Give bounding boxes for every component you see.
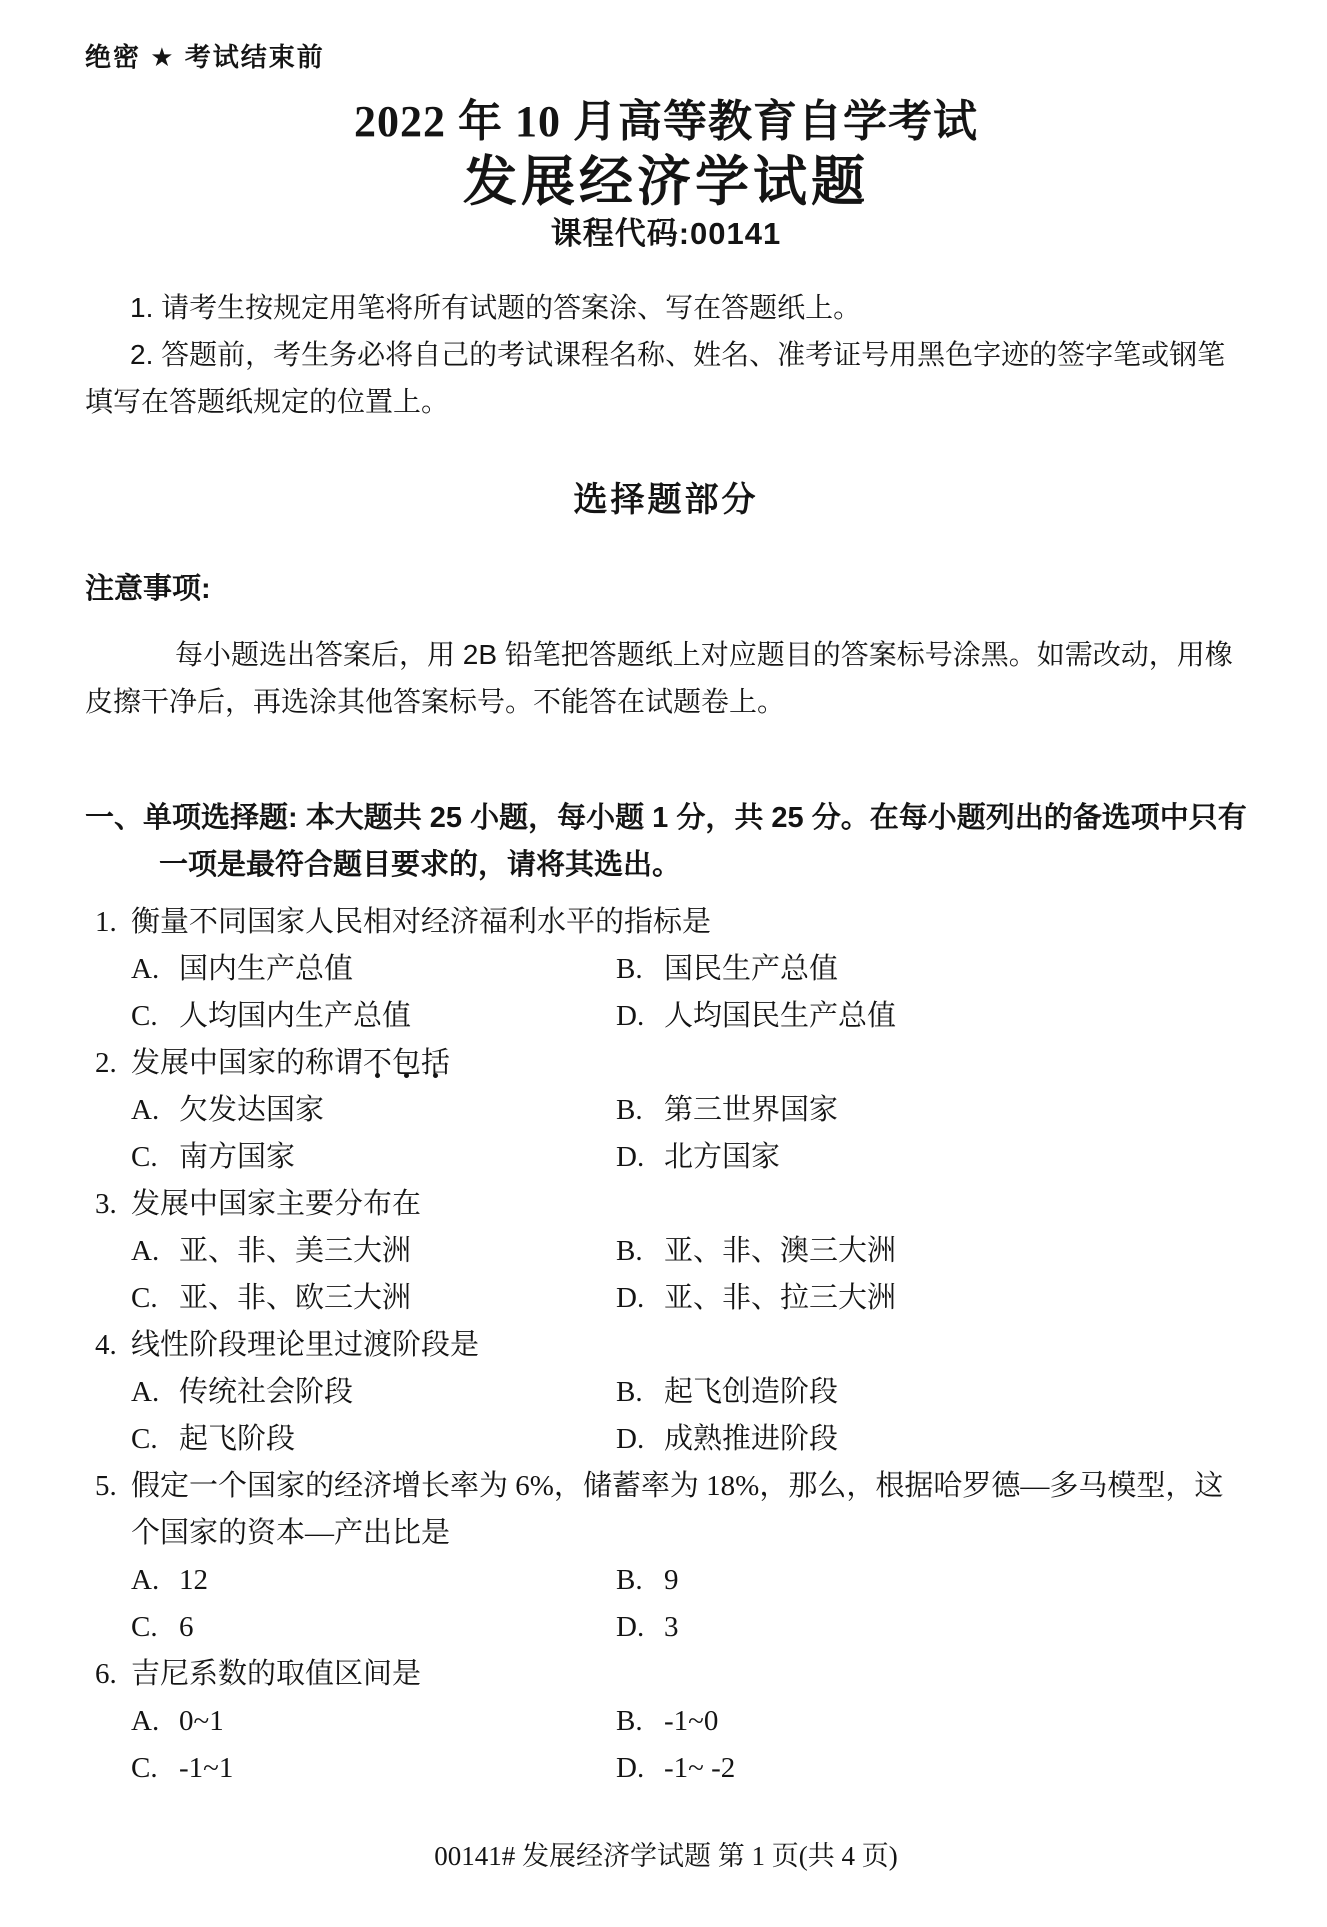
option-grid bbox=[131, 1698, 1247, 1792]
question-number: 6. bbox=[95, 1658, 117, 1690]
page-footer: 00141# 发展经济学试题 第 1 页(共 4 页) bbox=[434, 1841, 898, 1871]
question-text: 吉尼系数的取值区间是 bbox=[131, 1658, 422, 1690]
question-text: 发展中国家的称谓不包括 bbox=[131, 1047, 451, 1079]
question-text: 衡量不同国家人民相对经济福利水平的指标是 bbox=[131, 906, 712, 938]
classification-banner: 绝密 ★ 考试结束前 bbox=[85, 42, 325, 72]
option-c: C. 南方国家 bbox=[131, 1141, 296, 1173]
question-stem bbox=[85, 1651, 1247, 1698]
instruction-item-2: 2. 答题前，考生务必将自己的考试课程名称、姓名、准考证号用黑色字迹的签字笔或钢笔填写在答题纸规定的位置上。 bbox=[85, 339, 1226, 417]
option-c: C. -1~1 bbox=[131, 1752, 234, 1784]
question-number: 5. bbox=[95, 1470, 117, 1502]
option-b: B. 国民生产总值 bbox=[616, 953, 839, 985]
question-stem bbox=[85, 1463, 1247, 1557]
option-a: A. 传统社会阶段 bbox=[131, 1376, 354, 1408]
question-text: 假定一个国家的经济增长率为 6%，储蓄率为 18%，那么，根据哈罗德—多马模型，这个国家的资本—产出比是 bbox=[131, 1470, 1224, 1549]
option-c: C. 人均国内生产总值 bbox=[131, 1000, 412, 1032]
notes-body: 每小题选出答案后，用 2B 铅笔把答题纸上对应题目的答案标号涂黑。如需改动，用橡皮擦干净后，再选涂其他答案标号。不能答在试题卷上。 bbox=[85, 639, 1233, 717]
question-stem bbox=[85, 1181, 1247, 1228]
option-b: B. 亚、非、澳三大洲 bbox=[616, 1235, 897, 1267]
paper-title: 发展经济学试题 bbox=[463, 152, 869, 212]
option-d: D. 人均国民生产总值 bbox=[616, 1000, 897, 1032]
option-grid bbox=[131, 1228, 1247, 1322]
question-text: 线性阶段理论里过渡阶段是 bbox=[131, 1329, 480, 1361]
question-4 bbox=[85, 1322, 1247, 1463]
option-b: B. 第三世界国家 bbox=[616, 1094, 839, 1126]
option-b: B. -1~0 bbox=[616, 1705, 719, 1737]
option-c: C. 亚、非、欧三大洲 bbox=[131, 1282, 412, 1314]
option-a: A. 欠发达国家 bbox=[131, 1094, 325, 1126]
option-d: D. 3 bbox=[616, 1611, 679, 1643]
option-c: C. 起飞阶段 bbox=[131, 1423, 296, 1455]
question-5 bbox=[85, 1463, 1247, 1651]
option-a: A. 0~1 bbox=[131, 1705, 224, 1737]
option-b: B. 起飞创造阶段 bbox=[616, 1376, 839, 1408]
part-one-header: 一、单项选择题: 本大题共 25 小题，每小题 1 分，共 25 分。在每小题列出的备选项中只有一项是最符合题目要求的，请将其选出。 bbox=[85, 802, 1247, 881]
option-grid bbox=[131, 1087, 1247, 1181]
section-title: 选择题部分 bbox=[573, 481, 759, 519]
notes-label: 注意事项: bbox=[85, 573, 211, 605]
emphasized-text: 不包括 bbox=[363, 1047, 451, 1079]
instruction-item-1: 1. 请考生按规定用笔将所有试题的答案涂、写在答题纸上。 bbox=[130, 292, 862, 323]
option-grid bbox=[131, 1369, 1247, 1463]
course-code: 课程代码:00141 bbox=[550, 216, 782, 251]
exam-session-title: 2022 年 10 月高等教育自学考试 bbox=[354, 97, 978, 146]
option-b: B. 9 bbox=[616, 1564, 679, 1596]
question-number: 4. bbox=[95, 1329, 117, 1361]
option-grid bbox=[131, 946, 1247, 1040]
option-d: D. -1~ -2 bbox=[616, 1752, 736, 1784]
question-stem bbox=[85, 1322, 1247, 1369]
option-a: A. 12 bbox=[131, 1564, 208, 1596]
question-number: 3. bbox=[95, 1188, 117, 1220]
option-a: A. 国内生产总值 bbox=[131, 953, 354, 985]
question-2 bbox=[85, 1040, 1247, 1181]
option-d: D. 成熟推进阶段 bbox=[616, 1423, 839, 1455]
option-a: A. 亚、非、美三大洲 bbox=[131, 1235, 412, 1267]
question-list bbox=[85, 899, 1247, 1792]
question-stem bbox=[85, 899, 1247, 946]
option-d: D. 北方国家 bbox=[616, 1141, 781, 1173]
question-number: 2. bbox=[95, 1047, 117, 1079]
question-3 bbox=[85, 1181, 1247, 1322]
option-grid bbox=[131, 1557, 1247, 1651]
option-c: C. 6 bbox=[131, 1611, 194, 1643]
question-number: 1. bbox=[95, 906, 117, 938]
question-text: 发展中国家主要分布在 bbox=[131, 1188, 422, 1220]
question-6 bbox=[85, 1651, 1247, 1792]
general-instructions bbox=[85, 284, 1247, 425]
question-stem bbox=[85, 1040, 1247, 1087]
question-1 bbox=[85, 899, 1247, 1040]
option-d: D. 亚、非、拉三大洲 bbox=[616, 1282, 897, 1314]
